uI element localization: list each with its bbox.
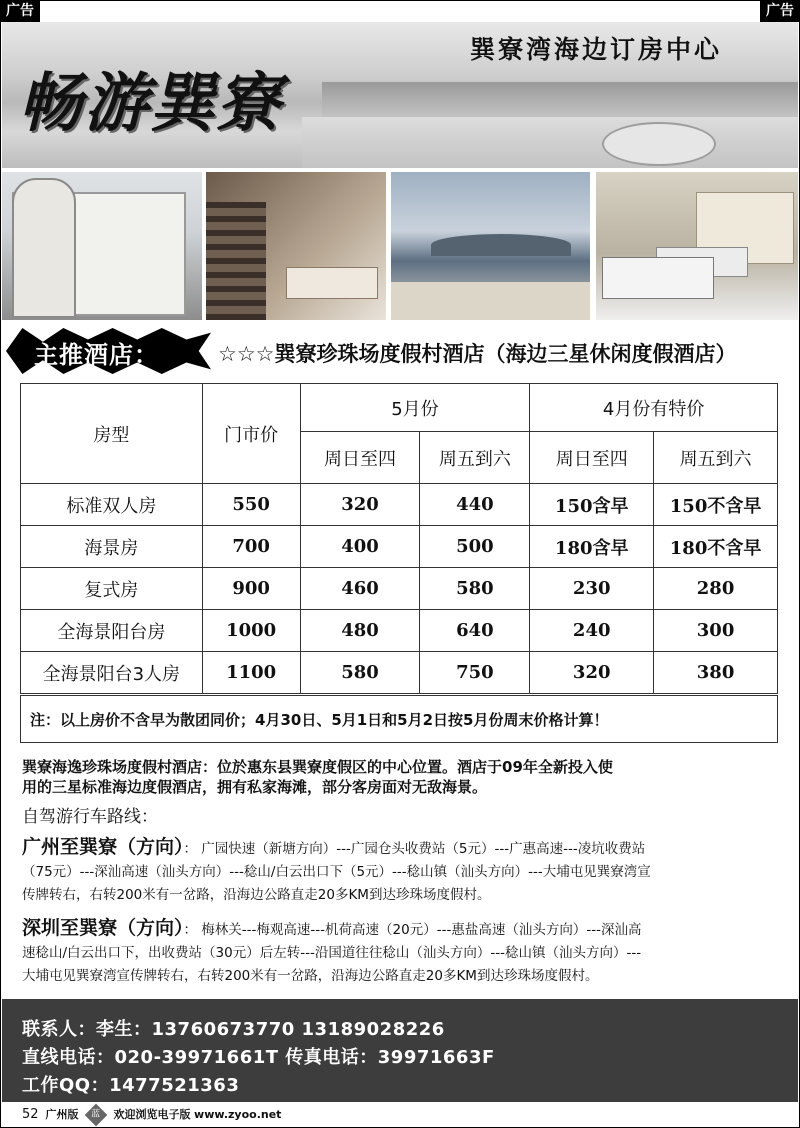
col-group-may: 5月份 (300, 384, 530, 432)
hero-sea (322, 82, 798, 122)
rack-rate: 550 (202, 484, 300, 526)
route-line-1: ： 梅林关---梅观高速---机荷高速（20元）---惠盐高速（汕头方向）---深汕高 (183, 922, 642, 938)
photo-hotel-building (2, 172, 202, 320)
hotel-intro (22, 757, 782, 797)
brand-logo-icon: 蓝 (85, 1104, 108, 1127)
april-weekday-rate: 240 (530, 610, 654, 652)
col-group-april: 4月份有特价 (530, 384, 778, 432)
room-name: 海景房 (21, 526, 203, 568)
bed-shape (286, 267, 378, 299)
photo-duplex-room (206, 172, 386, 320)
route-line-1: ： 广园快速（新塘方向）---广园仓头收费站（5元）---广惠高速---凌坑收费站 (183, 841, 646, 857)
price-note: 注：以上房价不含早为散团同价；4月30日、5月1日和5月2日按5月份周末价格计算！ (30, 711, 609, 729)
table-row (21, 610, 778, 652)
beach-shape (391, 282, 590, 320)
route-line-2: （75元）---深汕高速（汕头方向）---稔山/白云出口下（5元）---稔山镇（汕头方向）---大埔屯见巽寮湾宣 (22, 864, 651, 880)
rack-rate: 900 (202, 568, 300, 610)
route-line-2: 速稔山/白云出口下，出收费站（30元）后左转---沿国道往往稔山（汕头方向）---稔山镇（汕头方向）--- (22, 945, 642, 961)
may-weekend-rate: 500 (420, 526, 530, 568)
april-weekend-rate: 150不含早 (654, 484, 778, 526)
may-weekday-rate: 320 (300, 484, 420, 526)
hotel-title (218, 338, 736, 368)
photo-twin-room (596, 172, 798, 320)
featured-label: 主推酒店： (34, 341, 159, 369)
photo-beach (391, 172, 590, 320)
ad-label-left: 广告 (0, 0, 40, 22)
tower-shape (12, 178, 76, 318)
stair-shape (206, 202, 266, 320)
room-name: 全海景阳台房 (21, 610, 203, 652)
route-guangzhou (22, 836, 792, 907)
table-row (21, 526, 778, 568)
rack-rate: 1000 (202, 610, 300, 652)
ad-label-right: 广告 (760, 0, 800, 22)
contact-qq: 工作QQ：1477521363 (22, 1075, 240, 1096)
star-rating: ☆☆☆ (218, 342, 275, 366)
april-weekend-rate: 180不含早 (654, 526, 778, 568)
may-weekday-rate: 580 (300, 652, 420, 694)
room-name: 复式房 (21, 568, 203, 610)
may-weekday-rate: 400 (300, 526, 420, 568)
april-weekend-rate: 380 (654, 652, 778, 694)
route-lead: 广州至巽寮（方向） (22, 836, 184, 858)
slogan: 欢迎浏览电子版 (113, 1108, 191, 1121)
route-shenzhen (22, 917, 792, 988)
edition-label: 广州版 (45, 1108, 79, 1121)
rack-rate: 700 (202, 526, 300, 568)
page-footer (22, 1106, 281, 1123)
col-april-weekday: 周日至四 (530, 432, 654, 484)
table-row (21, 652, 778, 694)
table-row (21, 568, 778, 610)
may-weekend-rate: 640 (420, 610, 530, 652)
hero-title: 畅游巽寮 (18, 66, 282, 141)
shell-image (602, 122, 716, 166)
april-weekday-rate: 230 (530, 568, 654, 610)
intro-hotel-name: 巽寮海逸珍珠场度假村酒店 (22, 758, 203, 776)
april-weekend-rate: 280 (654, 568, 778, 610)
may-weekend-rate: 580 (420, 568, 530, 610)
intro-text-2: 用的三星标准海边度假酒店，拥有私家海滩，部分客房面对无敌海景。 (22, 778, 488, 796)
table-row (21, 484, 778, 526)
col-may-weekend: 周五到六 (420, 432, 530, 484)
room-name: 标准双人房 (21, 484, 203, 526)
april-weekday-rate: 180含早 (530, 526, 654, 568)
route-heading: 自驾游行车路线： (22, 807, 158, 827)
may-weekend-rate: 440 (420, 484, 530, 526)
route-line-3: 大埔屯见巽寮湾宣传牌转右，右转200米有一岔路，沿海边公路直走20多KM到达珍珠场度假村。 (22, 968, 599, 984)
hill-shape (431, 234, 571, 256)
route-lead: 深圳至巽寮（方向） (22, 917, 184, 939)
rack-rate: 1100 (202, 652, 300, 694)
contact-phone-fax: 直线电话：020-39971661T 传真电话：39971663F (22, 1047, 495, 1068)
hero-subtitle: 巽寮湾海边订房中心 (470, 35, 723, 64)
site-url[interactable]: www.zyoo.net (194, 1108, 282, 1121)
col-rack-rate: 门市价 (202, 384, 300, 484)
hotel-name: 巽寮珍珠场度假村酒店（海边三星休闲度假酒店） (274, 342, 737, 366)
page-number: 52 (22, 1107, 39, 1122)
april-weekday-rate: 150含早 (530, 484, 654, 526)
april-weekend-rate: 300 (654, 610, 778, 652)
hero-sand (302, 117, 798, 168)
col-may-weekday: 周日至四 (300, 432, 420, 484)
rate-table (20, 383, 778, 694)
col-april-weekend: 周五到六 (654, 432, 778, 484)
contact-person: 联系人：李生：13760673770 13189028226 (22, 1019, 445, 1040)
col-room-type: 房型 (21, 384, 203, 484)
may-weekday-rate: 460 (300, 568, 420, 610)
bed-shape-1 (602, 257, 714, 299)
room-name: 全海景阳台3人房 (21, 652, 203, 694)
may-weekend-rate: 750 (420, 652, 530, 694)
may-weekday-rate: 480 (300, 610, 420, 652)
intro-text-1: ：位於惠东县巽寮度假区的中心位置。酒店于09年全新投入使 (202, 758, 613, 776)
route-line-3: 传牌转右，右转200米有一岔路，沿海边公路直走20多KM到达珍珠场度假村。 (22, 887, 491, 903)
april-weekday-rate: 320 (530, 652, 654, 694)
